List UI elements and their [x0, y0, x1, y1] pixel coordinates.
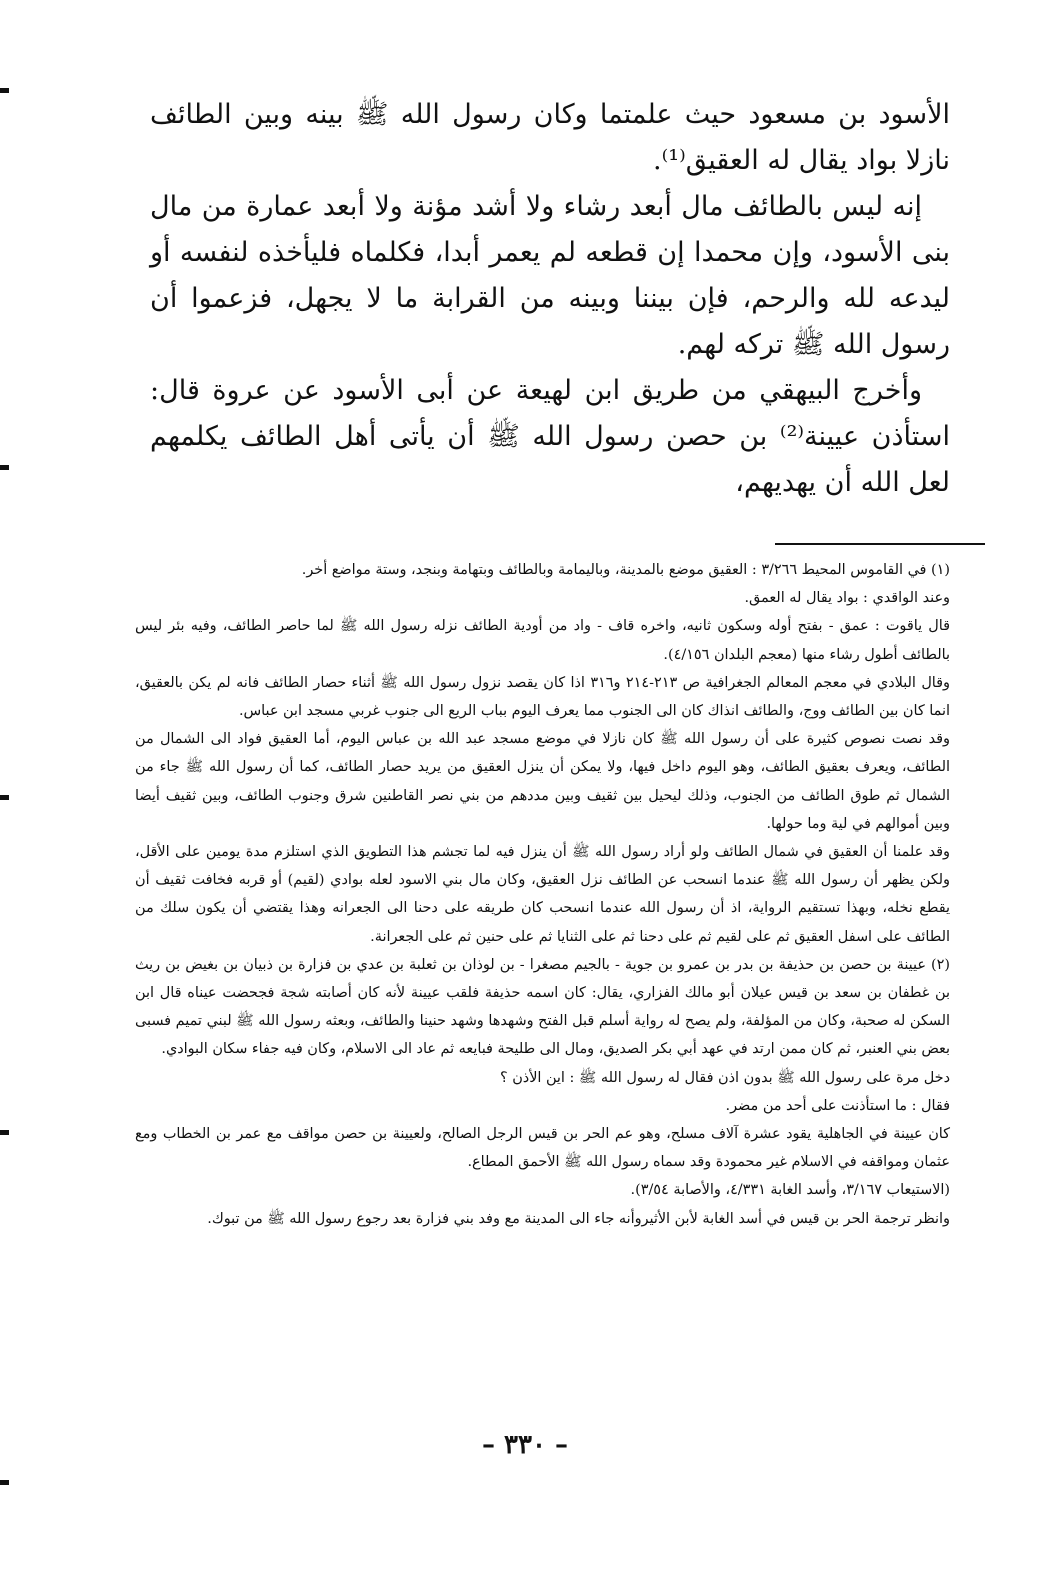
footnote-line: وعند الواقدي : بواد يقال له العمق.	[744, 590, 950, 607]
scan-edge-mark	[0, 1130, 9, 1135]
footnote-line: وقال البلادي في معجم المعالم الجغرافية ص ٢١٣-٢١٤ و٣١٦ اذا كان يقصد نزول رسول الله ﷺ أثناء حصار الطائف فانه لم يكن بالعقيق، انما كان بين الطائف ووج، والطائف انذاك كان الى الجنوب مما يعرف اليوم بباب الريع الى جنوب غربي مسجد ابن عباس.	[135, 674, 950, 720]
footnote-line: (الاستيعاب ٣/١٦٧، وأسد الغابة ٤/٣٣١، والأصابة ٣/٥٤).	[630, 1182, 950, 1199]
scan-edge-mark	[0, 1480, 9, 1485]
scan-edge-mark	[0, 88, 9, 93]
footnote-separator	[775, 543, 985, 545]
body-paragraph: وأخرج البيهقي من طريق ابن لهيعة عن أبى الأسود عن عروة قال: استأذن عيينة⁽²⁾ بن حصن رسول الله ﷺ أن يأتى أهل الطائف يكلمهم لعل الله أن يهديهم،	[150, 375, 950, 498]
footnote-line: كان عيينة في الجاهلية يقود عشرة آلاف مسلح، وهو عم الحر بن قيس الرجل الصالح، ولعيينة بن حصن مواقف مع عمر بن الخطاب ومع عثمان ومواقفه في الاسلام غير محمودة وقد سماه رسول الله ﷺ الأحمق المطاع.	[135, 1126, 950, 1171]
footnote-line: دخل مرة على رسول الله ﷺ بدون اذن فقال له رسول الله ﷺ : اين الأذن ؟	[500, 1069, 950, 1086]
footnote-line: فقال : ما استأذنت على أحد من مضر.	[725, 1097, 950, 1114]
main-text	[150, 92, 950, 506]
page-number: – ٣٣٠ –	[481, 1430, 569, 1460]
footnotes	[135, 556, 950, 1233]
footnote-line: وقد علمنا أن العقيق في شمال الطائف ولو أراد رسول الله ﷺ أن ينزل فيه لما تجشم هذا التطويق الذي استلزم مدة يومين على الأقل، ولكن يظهر أن رسول الله ﷺ عندما انسحب عن الطائف نزل العقيق، وكان مال بني الاسود لعله بوادي (لقيم) أو قربه فخافت ثقيف أن يقطع نخله، وبهذا تستقيم الرواية، اذ أن رسول الله عندما انسحب كان طريقه على دحنا الى الجعرانه وهذا يقتضي أن يكون سلك من الطائف على اسفل العقيق ثم على لقيم ثم على دحنا ثم على الثنايا ثم على حنين ثم على الجعرانة.	[135, 844, 950, 945]
scan-edge-mark	[0, 465, 9, 470]
footnote-line: وقد نصت نصوص كثيرة على أن رسول الله ﷺ كان نازلا في موضع مسجد عبد الله بن عباس اليوم، أما العقيق فواد الى الشمال من الطائف، ويعرف بعقيق الطائف، وهو اليوم داخل فيها، ولا يمكن أن ينزل العقيق من يريد حصار الطائف، كما أن رسول الله ﷺ جاء من الشمال ثم طوق الطائف من الجنوب، وذلك ليحيل بين ثقيف وبين مددهم من بني نصر القاطنين شرق وجنوب الطائف، وبين ثقيف أيضا وبين أموالهم في لية وما حولها.	[135, 731, 950, 832]
footnote-line: وانظر ترجمة الحر بن قيس في أسد الغابة لأبن الأثيروأنه جاء الى المدينة مع وفد بني فزارة بعد رجوع رسول الله ﷺ من تبوك.	[207, 1210, 950, 1227]
body-paragraph: الأسود بن مسعود حيث علمتما وكان رسول الله ﷺ بينه وبين الطائف نازلا بواد يقال له العقيق⁽¹⁾.	[150, 99, 950, 176]
footnote-line: (١) في القاموس المحيط ٣/٢٦٦ : العقيق موضع بالمدينة، وباليمامة وبالطائف وبتهامة وبنجد، وستة مواضع أخر.	[301, 562, 950, 578]
body-paragraph: إنه ليس بالطائف مال أبعد رشاء ولا أشد مؤنة ولا أبعد عمارة من مال بنى الأسود، وإن محمدا إن قطعه لم يعمر أبدا، فكلماه فليأخذه لنفسه أو ليدعه لله والرحم، فإن بيننا وبينه من القرابة ما لا يجهل، فزعموا أن رسول الله ﷺ تركه لهم.	[150, 191, 950, 360]
footnote-line: قال ياقوت : عمق - بفتح أوله وسكون ثانيه، واخره قاف - واد من أودية الطائف نزله رسول الله ﷺ لما حاصر الطائف، وفيه بئر ليس بالطائف أطول رشاء منها (معجم البلدان ٤/١٥٦).	[135, 618, 950, 663]
footnote-line: (٢) عيينة بن حصن بن حذيفة بن بدر بن عمرو بن جوية - بالجيم مصغرا - بن لوذان بن ثعلبة بن عدي بن فزارة بن ذبيان بن بغيض بن ريث بن غطفان بن سعد بن قيس عيلان أبو مالك الفزاري، يقال: كان اسمه حذيفة فلقب عيينة لأنه كان أصابته شجة فجحضت عيناه قال ابن السكن له صحبة، وكان من المؤلفة، ولم يصح له رواية أسلم قبل الفتح وشهدها وشهد حنينا والطائف، وبعثه رسول الله ﷺ لبني تميم فسبى بعض بني العنبر، ثم كان ممن ارتد في عهد أبي بكر الصديق، ومال الى طليحة فبايعه ثم عاد الى الاسلام، وكان فيه جفاء سكان البوادي.	[135, 956, 950, 1058]
scan-edge-mark	[0, 795, 9, 800]
